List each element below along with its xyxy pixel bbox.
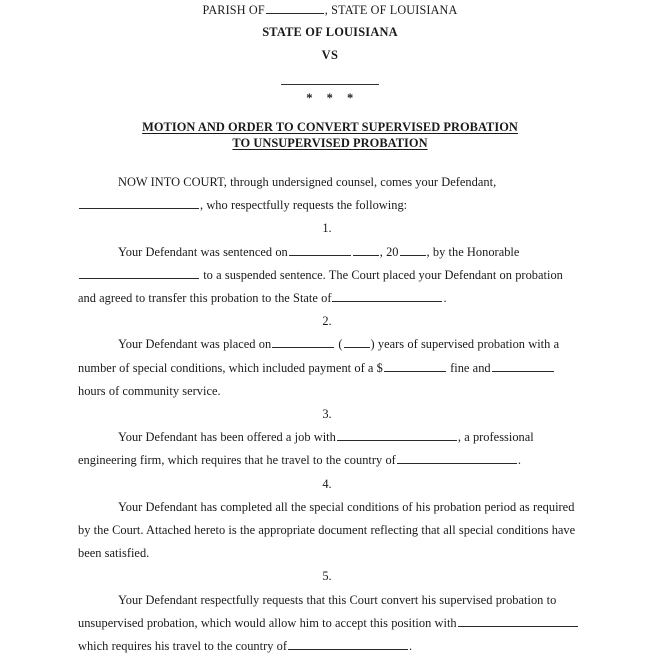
p3-employer-blank[interactable] (337, 431, 457, 442)
intro-defendant-blank[interactable] (79, 199, 199, 210)
p1-year-blank[interactable] (400, 245, 426, 256)
intro-paragraph-continued (78, 194, 582, 217)
p1-seg-3: 20 (386, 244, 399, 259)
p3-seg-3: . (517, 453, 521, 468)
intro-paragraph (78, 171, 582, 194)
paragraph-3 (78, 426, 582, 472)
p5-seg-2: which requires his travel to the country of (78, 639, 288, 654)
p2-seg-3: ) years of supervised probation with a number of special conditions, which included payment of a $ (78, 337, 560, 375)
parish-blank[interactable] (266, 3, 324, 14)
parish-line (0, 2, 660, 18)
paragraph-2 (78, 333, 582, 403)
p2-years-word-blank[interactable] (272, 338, 334, 349)
p2-seg-4: fine and (450, 360, 491, 375)
defendant-name-blank-row (0, 75, 660, 89)
p2-seg-1: Your Defendant was placed on (118, 337, 272, 352)
p1-judge-blank[interactable] (79, 268, 199, 279)
p3-country-blank[interactable] (397, 454, 517, 465)
intro-line-1: NOW INTO COURT, through undersigned counsel, comes your Defendant, (118, 175, 497, 189)
document-title-line-1: MOTION AND ORDER TO CONVERT SUPERVISED PROBATION (142, 120, 518, 134)
p5-employer-blank[interactable] (458, 616, 578, 627)
p2-years-number-blank[interactable] (344, 338, 370, 349)
paragraph-1-continued (78, 264, 582, 310)
document-title (0, 120, 660, 151)
paragraph-number-3: 3. (322, 407, 332, 422)
paragraph-number-5: 5. (322, 569, 332, 584)
case-caption (0, 2, 660, 106)
star-separator: * * * (306, 91, 359, 105)
paragraph-number-4: 4. (322, 476, 332, 491)
document-page (0, 2, 660, 662)
paragraph-number-2: 2. (322, 314, 332, 329)
defendant-name-blank[interactable] (281, 83, 379, 85)
p5-seg-1: Your Defendant respectfully requests that this Court convert his supervised probation to unsupervised probation, which would allow him to accept this position with (78, 592, 557, 630)
p1-state-blank[interactable] (332, 291, 442, 302)
p1-seg-5: to a suspended sentence. The Court placed your Defendant on probation and agreed to transfer this probation to the State of (78, 267, 563, 306)
p2-hours-blank[interactable] (492, 361, 554, 372)
paragraph-number-1: 1. (322, 221, 332, 236)
versus-label: VS (321, 48, 339, 62)
parish-label: PARISH OF (202, 3, 265, 17)
p1-seg-1: Your Defendant was sentenced on (118, 244, 288, 259)
p1-seg-6: . (443, 291, 447, 306)
p1-day-blank[interactable] (353, 245, 379, 256)
p5-country-blank[interactable] (288, 639, 408, 650)
p2-fine-blank[interactable] (384, 361, 446, 372)
intro-line-2: , who respectfully requests the following: (200, 198, 408, 213)
p2-seg-5: hours of community service. (78, 383, 221, 398)
p3-seg-1: Your Defendant has been offered a job with (118, 430, 336, 445)
p1-month-blank[interactable] (289, 245, 351, 256)
p1-seg-4: , by the Honorable (426, 244, 520, 259)
document-title-line-2: TO UNSUPERVISED PROBATION (232, 135, 428, 150)
paragraph-5 (78, 589, 582, 659)
p5-seg-3: . (409, 639, 413, 654)
p4-seg-1: Your Defendant has completed all the special conditions of his probation period as required by the Court. Attached hereto is the appropriate document reflecting that all special conditions have been satisfied. (78, 499, 576, 561)
parish-state-label: , STATE OF LOUISIANA (324, 3, 458, 17)
p2-seg-2: ( (338, 337, 343, 352)
p1-seg-2: , (379, 244, 383, 259)
p3-seg-2: , a professional engineering firm, which requires that he travel to the country of (78, 430, 534, 468)
document-body (0, 171, 660, 658)
paragraph-4 (78, 496, 582, 566)
court-name: STATE OF LOUISIANA (262, 25, 398, 39)
paragraph-1 (78, 241, 582, 264)
